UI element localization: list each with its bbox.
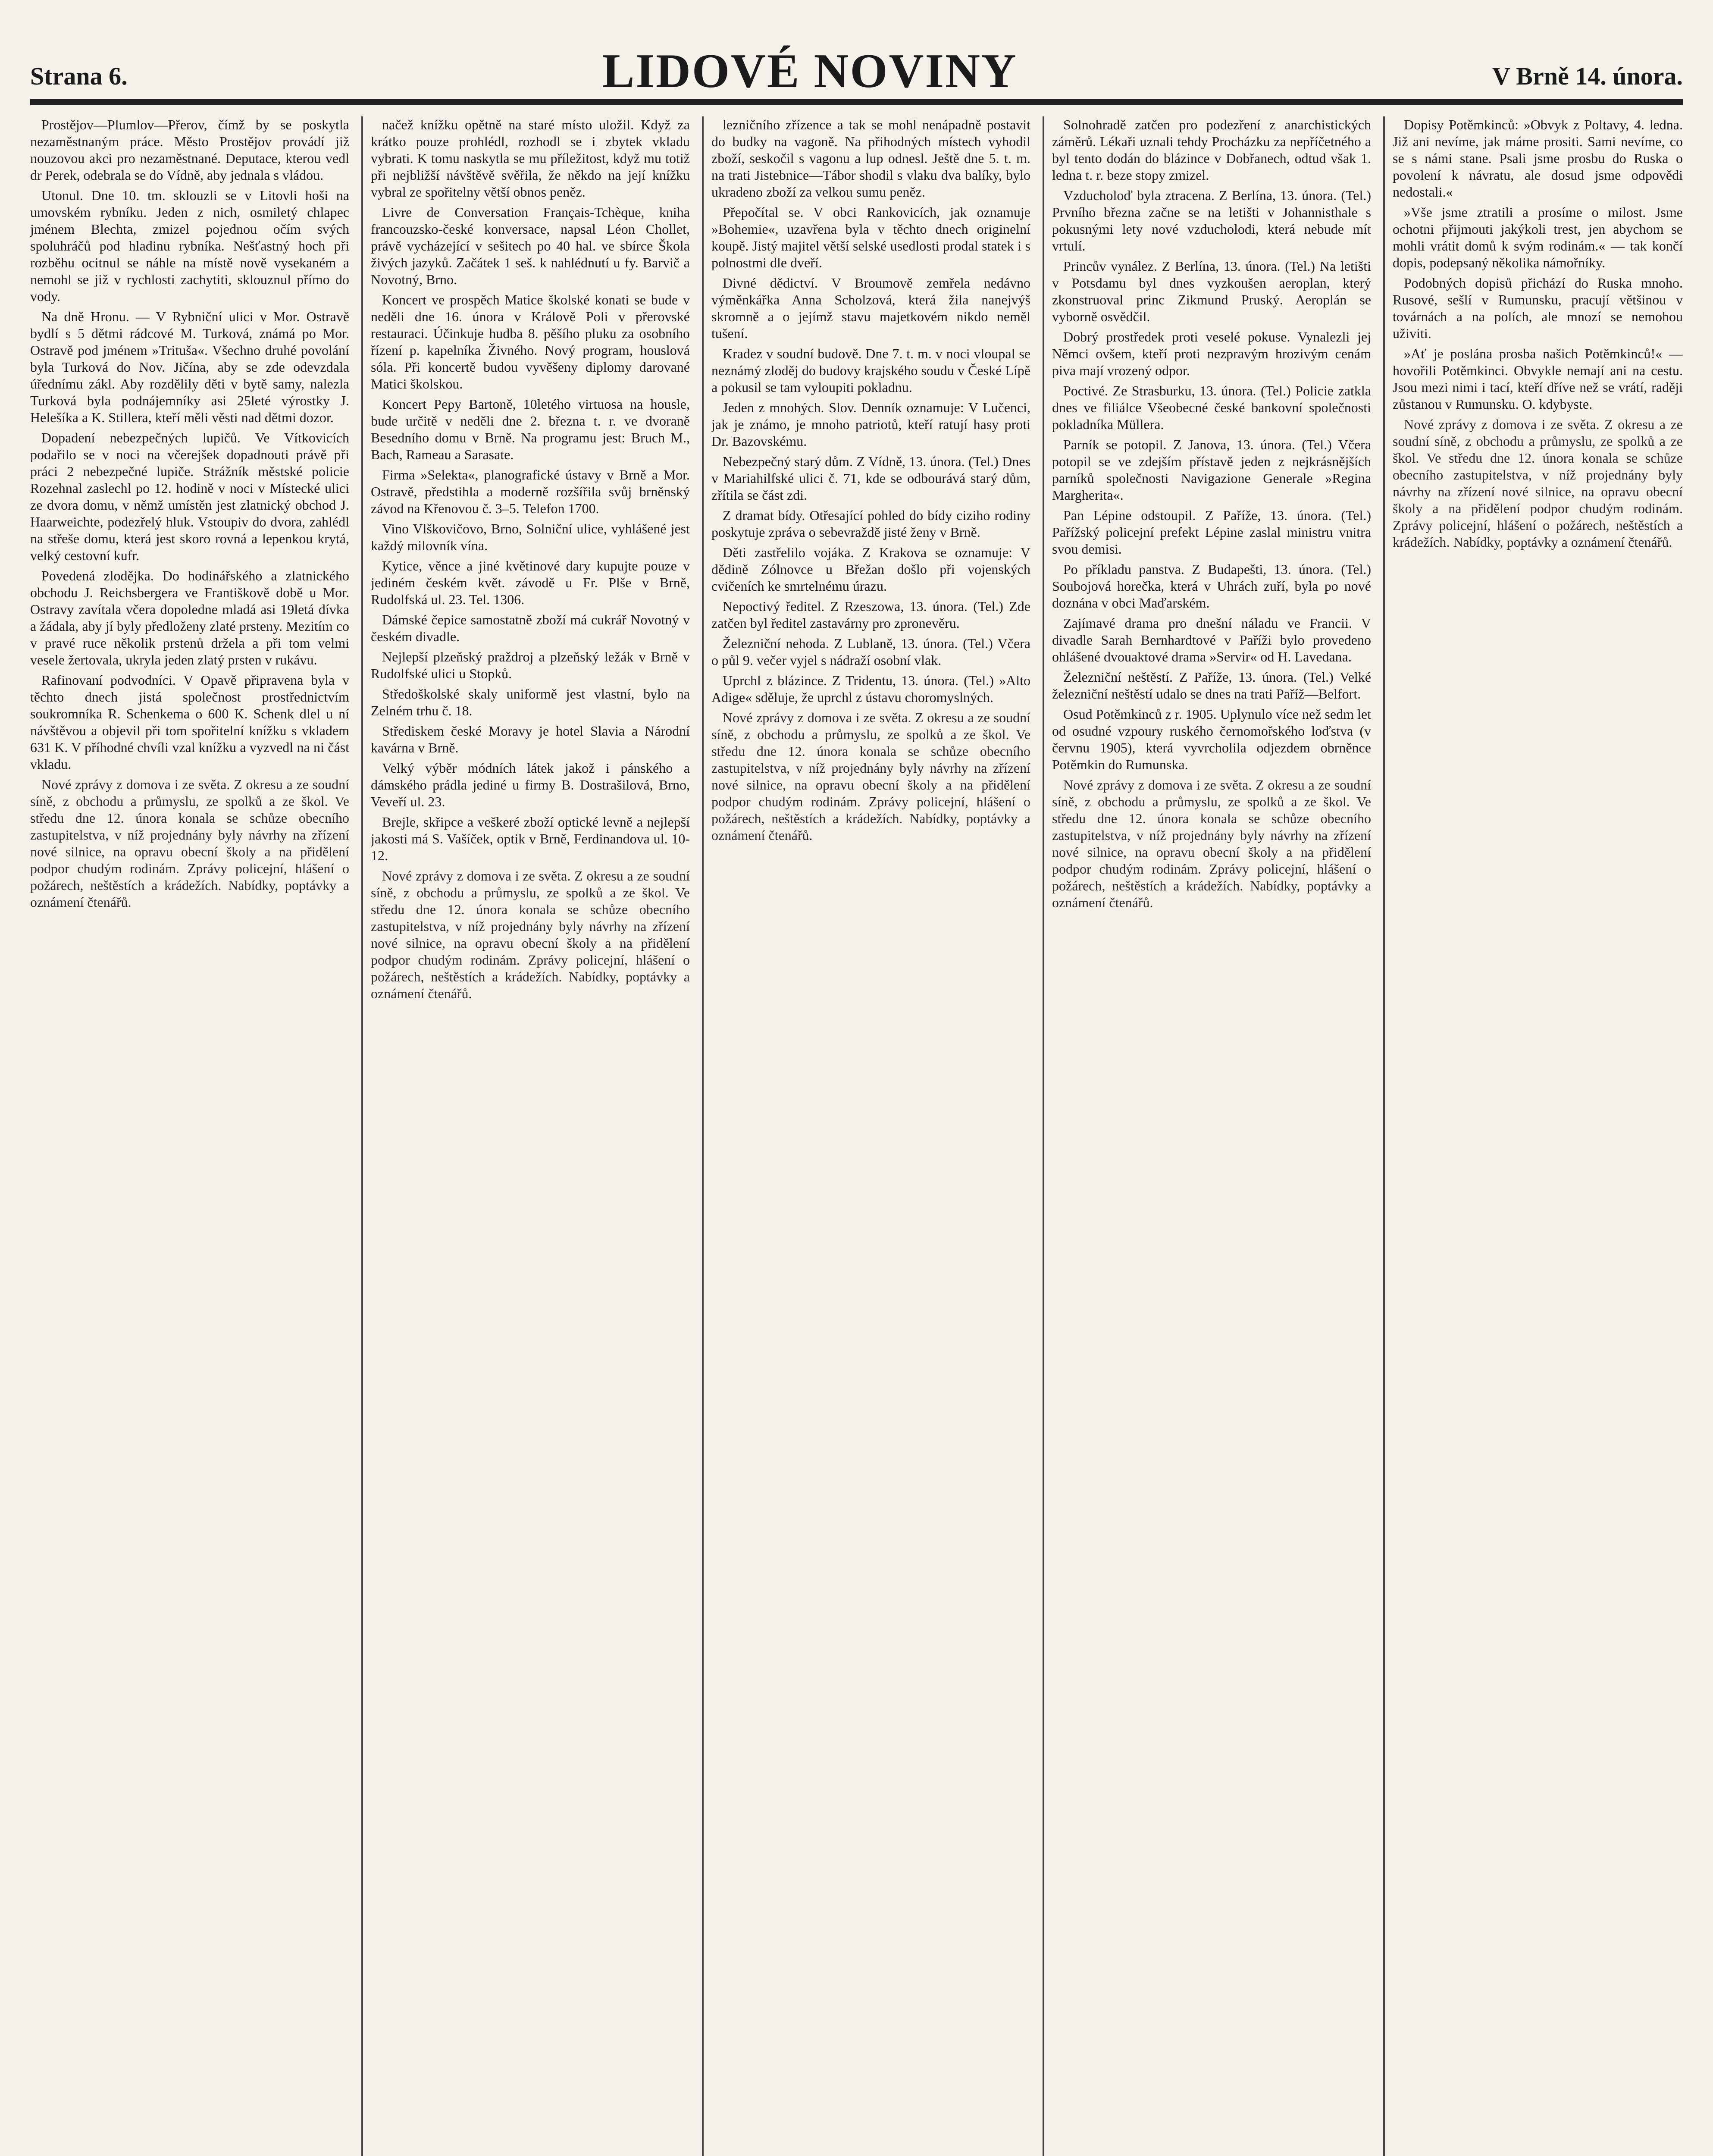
article-paragraph: Dobrý prostředek proti veselé pokuse. Vynalezli jej Němci ovšem, kteří proti nezpravým hrozivým cenám piva mají vrozený odpor. — [1052, 329, 1371, 378]
article-paragraph: Koncert ve prospěch Matice školské konati se bude v neděli dne 16. února v Králově Poli v přerovské restauraci. Účinkuje hudba 8. pěšího pluku za osobního řízení p. kapelníka Živného. Nový program, houslová sóla. Při koncertě budou vyvěšeny diplomy darované Matici školskou. — [371, 292, 690, 392]
article-paragraph: »Vše jsme ztratili a prosíme o milost. Jsme ochotni přijmouti jakýkoli trest, jen abychom se mohli vrátit domů k svým rodinám.« — tak končí dopis, podepsaný několika námořníky. — [1393, 204, 1683, 270]
article-paragraph: Dopisy Potěmkinců: »Obvyk z Poltavy, 4. ledna. Již ani nevíme, jak máme prositi. Sami nevíme, co se s námi stane. Psali jsme prosbu do Ruska o povolení k návratu, ale dosud jsme odpovědi nedostali.« — [1393, 117, 1683, 200]
article-paragraph: načež knížku opětně na staré místo uložil. Když za krátko pouze prohlédl, rozhodl se i zbytek vkladu vybrati. K tomu naskytla se mu příležitost, když mu totiž při nejbližší návštěvě svěřila, že někdo na její knížku vybral ze spořitelny větší obnos peněz. — [371, 117, 690, 200]
article-paragraph: Železniční nehoda. Z Lublaně, 13. února. (Tel.) Včera o půl 9. večer vyjel s nádraží osobní vlak. — [711, 636, 1030, 668]
article-paragraph: Poctivé. Ze Strasburku, 13. února. (Tel.) Policie zatkla dnes ve filiálce Všeobecné české bankovní společnosti pokladníka Müllera. — [1052, 383, 1371, 432]
continuation-text: Nové zprávy z domova i ze světa. Z okresu a ze soudní síně, z obchodu a průmyslu, ze spolků a ze škol. Ve středu dne 12. února konala se schůze obecního zastupitelstva, v níž projednány byly návrhy na zřízení nové silnice, na opravu obecní školy a na přidělení podpor chudým rodinám. Zprávy policejní, hlášení o požárech, neštěstích a krádežích. Nabídky, poptávky a oznámení čtenářů. — [30, 777, 349, 910]
article-paragraph: Podobných dopisů přichází do Ruska mnoho. Rusové, sešlí v Rumunsku, pracují většinou v továrnách a na polích, ale mnozí se nemohou uživiti. — [1393, 275, 1683, 341]
article-paragraph: Livre de Conversation Français-Tchèque, kniha francouzsko-české konversace, napsal Léon Chollet, právě vycházející v sešitech po 40 hal. ve sbírce Škola živých jazyků. Začátek 1 seš. k nahlédnutí u fy. Barvič a Novotný, Brno. — [371, 204, 690, 287]
article-paragraph: Osud Potěmkinců z r. 1905. Uplynulo více než sedm let od osudné vzpoury ruského černomořského loďstva (v červnu 1905), která vyvrcholila odjezdem obrněnce Potěmkin do Rumunska. — [1052, 706, 1371, 772]
article-paragraph: Nepoctivý ředitel. Z Rzeszowa, 13. února. (Tel.) Zde zatčen byl ředitel zastavárny pro zpronevěru. — [711, 599, 1030, 631]
article-paragraph: Kytice, věnce a jiné květinové dary kupujte pouze v jediném českém květ. závodě u Fr. Plše v Brně, Rudolfská ul. 23. Tel. 1306. — [371, 558, 690, 607]
article-paragraph: Železniční neštěstí. Z Paříže, 13. února. (Tel.) Velké železniční neštěstí udalo se dnes na trati Paříž—Belfort. — [1052, 669, 1371, 702]
article-paragraph: Z dramat bídy. Otřesající pohled do bídy ciziho rodiny poskytuje zpráva o sebevraždě jisté ženy v Brně. — [711, 508, 1030, 540]
article-paragraph: Brejle, skřipce a veškeré zboží optické levně a nejlepší jakosti má S. Vašíček, optik v Brně, Ferdinandova ul. 10-12. — [371, 814, 690, 863]
article-paragraph: Vzducholoď byla ztracena. Z Berlína, 13. února. (Tel.) Prvního března začne se na letišti v Johannisthale s pokusnými lety nové vzducholodi, která nebude mít vrtulí. — [1052, 188, 1371, 254]
article-paragraph: Kradez v soudní budově. Dne 7. t. m. v noci vloupal se neznámý zloděj do budovy krajského soudu v České Lípě a pokusil se tam vyloupiti pokladnu. — [711, 346, 1030, 395]
article-paragraph: Firma »Selekta«, planografické ústavy v Brně a Mor. Ostravě, předstihla a moderně rozšířila svůj brněnský závod na Křenovou č. 3–5. Telefon 1700. — [371, 467, 690, 516]
article-paragraph: Střediskem české Moravy je hotel Slavia a Národní kavárna v Brně. — [371, 723, 690, 755]
page-number: Strana 6. — [30, 62, 128, 90]
column-rule — [1043, 116, 1044, 2156]
column-5 — [1393, 116, 1683, 2156]
column-4 — [1052, 116, 1371, 2156]
article-paragraph: Princův vynález. Z Berlína, 13. února. (Tel.) Na letišti v Potsdamu byl dnes vyzkoušen aeroplan, který zkonstruoval princ Zikmund Pruský. Aeroplán se vyborně osvědčil. — [1052, 258, 1371, 324]
column-3 — [711, 116, 1030, 2156]
continuation-text: Nové zprávy z domova i ze světa. Z okresu a ze soudní síně, z obchodu a průmyslu, ze spolků a ze škol. Ve středu dne 12. února konala se schůze obecního zastupitelstva, v níž projednány byly návrhy na zřízení nové silnice, na opravu obecní školy a na přidělení podpor chudým rodinám. Zprávy policejní, hlášení o požárech, neštěstích a krádežích. Nabídky, poptávky a oznámení čtenářů. — [711, 710, 1030, 843]
article-paragraph: Rafinovaní podvodníci. V Opavě připravena byla v těchto dnech jistá společnost prostřednictvím soukromníka R. Schenkema o 600 K. Schenk dlel u ní návštěvou a objevil při tom spořitelní knížku s vkladem 631 K. V příhodné chvíli vzal knížku a vyzvedl na ni část vkladu. — [30, 672, 349, 772]
column-rule — [361, 116, 363, 2156]
continuation-text: Nové zprávy z domova i ze světa. Z okresu a ze soudní síně, z obchodu a průmyslu, ze spolků a ze škol. Ve středu dne 12. února konala se schůze obecního zastupitelstva, v níž projednány byly návrhy na zřízení nové silnice, na opravu obecní školy a na přidělení podpor chudým rodinám. Zprávy policejní, hlášení o požárech, neštěstích a krádežích. Nabídky, poptávky a oznámení čtenářů. — [1393, 417, 1683, 550]
article-paragraph: lezničního zřízence a tak se mohl nenápadně postavit do budky na vagoně. Na přihodných místech vyhodil zboží, seskočil s vagonu a lup odnesl. Ještě dne 5. t. m. na trati Jistebnice—Tábor shodil s vlaku dva balíky, bylo ukradeno zboží za velkou sumu peněz. — [711, 117, 1030, 200]
continuation-text: Nové zprávy z domova i ze světa. Z okresu a ze soudní síně, z obchodu a průmyslu, ze spolků a ze škol. Ve středu dne 12. února konala se schůze obecního zastupitelstva, v níž projednány byly návrhy na zřízení nové silnice, na opravu obecní školy a na přidělení podpor chudým rodinám. Zprávy policejní, hlášení o požárech, neštěstích a krádežích. Nabídky, poptávky a oznámení čtenářů. — [371, 868, 690, 1001]
column-1 — [30, 116, 349, 2156]
article-paragraph: Děti zastřelilo vojáka. Z Krakova se oznamuje: V dědině Zólnovce u Břežan došlo při vojenských cvičeních ke smrtelnému úrazu. — [711, 545, 1030, 594]
page-header — [30, 17, 1683, 105]
column-rule — [1383, 116, 1385, 2156]
column-2 — [371, 116, 690, 2156]
article-paragraph: Středoškolské skaly uniformě jest vlastní, bylo na Zelném trhu č. 18. — [371, 686, 690, 718]
article-paragraph: Pan Lépine odstoupil. Z Paříže, 13. února. (Tel.) Pařížský policejní prefekt Lépine zaslal ministru vnitra svou demisi. — [1052, 508, 1371, 557]
article-paragraph: Koncert Pepy Bartoně, 10letého virtuosa na housle, bude určitě v neděli dne 2. března t. r. ve dvoraně Besedního domu v Brně. Na programu jest: Bruch M., Bach, Rameau a Sarasate. — [371, 396, 690, 462]
article-paragraph: Po příkladu panstva. Z Budapešti, 13. února. (Tel.) Soubojová horečka, která v Uhrách zuří, byla po nové doznána v obci Maďarském. — [1052, 561, 1371, 611]
article-paragraph: Utonul. Dne 10. tm. sklouzli se v Litovli hoši na umovském rybníku. Jeden z nich, osmiletý chlapec jménem Blechta, zmizel pojednou očím svých spoluhráčů pod hladinu rybníka. Nešťastný hoch při rozběhu ocitnul se náhle na místě nově vysekaném a nemohl se již v rychlosti zachytiti, sklouznul přímo do vody. — [30, 188, 349, 304]
article-paragraph: Dopadení nebezpečných lupičů. Ve Vítkovicích podařilo se v noci na včerejšek dopadnouti právě při práci 2 nebezpečné lupiče. Strážník městské policie Rozehnal zaslechl po 12. hodině v noci v Místecké ulici ze dvora domu, v němž umístěn jest zlatnický obchod J. Haarweichte, podezřelý hluk. Vstoupiv do dvora, zahlédl na střeše domu, která jest skoro rovná a lepenkou krytá, velký cestovní kufr. — [30, 430, 349, 563]
continuation-text: Nové zprávy z domova i ze světa. Z okresu a ze soudní síně, z obchodu a průmyslu, ze spolků a ze škol. Ve středu dne 12. února konala se schůze obecního zastupitelstva, v níž projednány byly návrhy na zřízení nové silnice, na opravu obecní školy a na přidělení podpor chudým rodinám. Zprávy policejní, hlášení o požárech, neštěstích a krádežích. Nabídky, poptávky a oznámení čtenářů. — [1052, 777, 1371, 910]
article-paragraph: Jeden z mnohých. Slov. Denník oznamuje: V Lučenci, jak je známo, je mnoho patriotů, kteří ratují hasy proti Dr. Bazovskému. — [711, 400, 1030, 449]
article-paragraph: Dámské čepice samostatně zboží má cukrář Novotný v českém divadle. — [371, 612, 690, 644]
article-paragraph: Povedená zlodějka. Do hodinářského a zlatnického obchodu J. Reichsbergera ve Františkově době u Mor. Ostravy zavítala včera dopoledne mladá asi 19letá dívka a žádala, aby jí byly předloženy zlaté prsteny. Mezitím co v pravé ruce několik prstenů držela a při tom velmi vesele žertovala, ukryla jeden zlatý prsten v rukávu. — [30, 568, 349, 667]
newspaper-title: LIDOVÉ NOVINY — [602, 44, 1018, 98]
column-rule — [702, 116, 704, 2156]
article-paragraph: Nejlepší plzeňský praždroj a plzeňský ležák v Brně v Rudolfské ulici u Stopků. — [371, 649, 690, 681]
article-paragraph: Uprchl z blázince. Z Tridentu, 13. února. (Tel.) »Alto Adige« sděluje, že uprchl z ústavu choromyslných. — [711, 673, 1030, 705]
article-paragraph: Prostějov—Plumlov—Přerov, čímž by se poskytla nezaměstnaným práce. Město Prostějov provádí již nouzovou akci pro nezaměstnané. Deputace, kterou vedl dr Perek, odebrala se do Vídně, aby jednala s vládou. — [30, 117, 349, 183]
article-paragraph: »Ať je poslána prosba našich Potěmkinců!« — hovořili Potěmkinci. Obvykle nemají ani na cestu. Jsou mezi nimi i tací, kteří dříve než se vrátí, raději zůstanou v Rumunsku. O. kdybyste. — [1393, 346, 1683, 412]
article-paragraph: Velký výběr módních látek jakož i pánského a dámského prádla jediné u firmy B. Dostrašilová, Brno, Veveří ul. 23. — [371, 760, 690, 809]
article-paragraph: Solnohradě zatčen pro podezření z anarchistických záměrů. Lékaři uznali tehdy Procházku za nepříčetného a byl tento dodán do blázince v Dobřanech, odtud však 1. ledna t. r. beze stopy zmizel. — [1052, 117, 1371, 183]
article-paragraph: Nebezpečný starý dům. Z Vídně, 13. února. (Tel.) Dnes v Mariahilfské ulici č. 71, kde se odbourává starý dům, zřítila se část zdi. — [711, 454, 1030, 503]
article-columns — [30, 116, 1683, 2156]
article-paragraph: Přepočítal se. V obci Rankovicích, jak oznamuje »Bohemie«, uzavřena byla v těchto dnech originelní koupě. Jistý majitel větší selské usedlosti prodal statek i s polnostmi dle dveří. — [711, 204, 1030, 270]
article-paragraph: Zajímavé drama pro dnešní náladu ve Francii. V divadle Sarah Bernhardtové v Paříži bylo provedeno ohlášené dvouaktové drama »Servir« od H. Lavedana. — [1052, 615, 1371, 664]
article-paragraph: Parník se potopil. Z Janova, 13. února. (Tel.) Včera potopil se ve zdejším přístavě jeden z nejkrásnějších parníků společnosti Navigazione Generale »Regina Margherita«. — [1052, 437, 1371, 503]
article-paragraph: Na dně Hronu. — V Rybniční ulici v Mor. Ostravě bydlí s 5 dětmi rádcové M. Turková, známá po Mor. Ostravě pod jménem »Trituša«. Všechno druhé povolání byla Turková do Nov. Jičína, aby se zde odevzdala úřednímu zákl. Aby rozdělily děti v bytě samy, nalezla Turková byla podnájemníky asi 25leté výrostky J. Helešíka a K. Stillera, kteří měli věsti nad dětmi dozor. — [30, 309, 349, 425]
article-paragraph: Vino Vlškovičovo, Brno, Solniční ulice, vyhlášené jest každý milovník vína. — [371, 521, 690, 553]
dateline: V Brně 14. února. — [1492, 62, 1683, 90]
article-paragraph: Divné dědictví. V Broumově zemřela nedávno výměnkářka Anna Scholzová, která žila nanejvýš skromně a o jejímž stavu majetkovém nikdo neměl tušení. — [711, 275, 1030, 341]
